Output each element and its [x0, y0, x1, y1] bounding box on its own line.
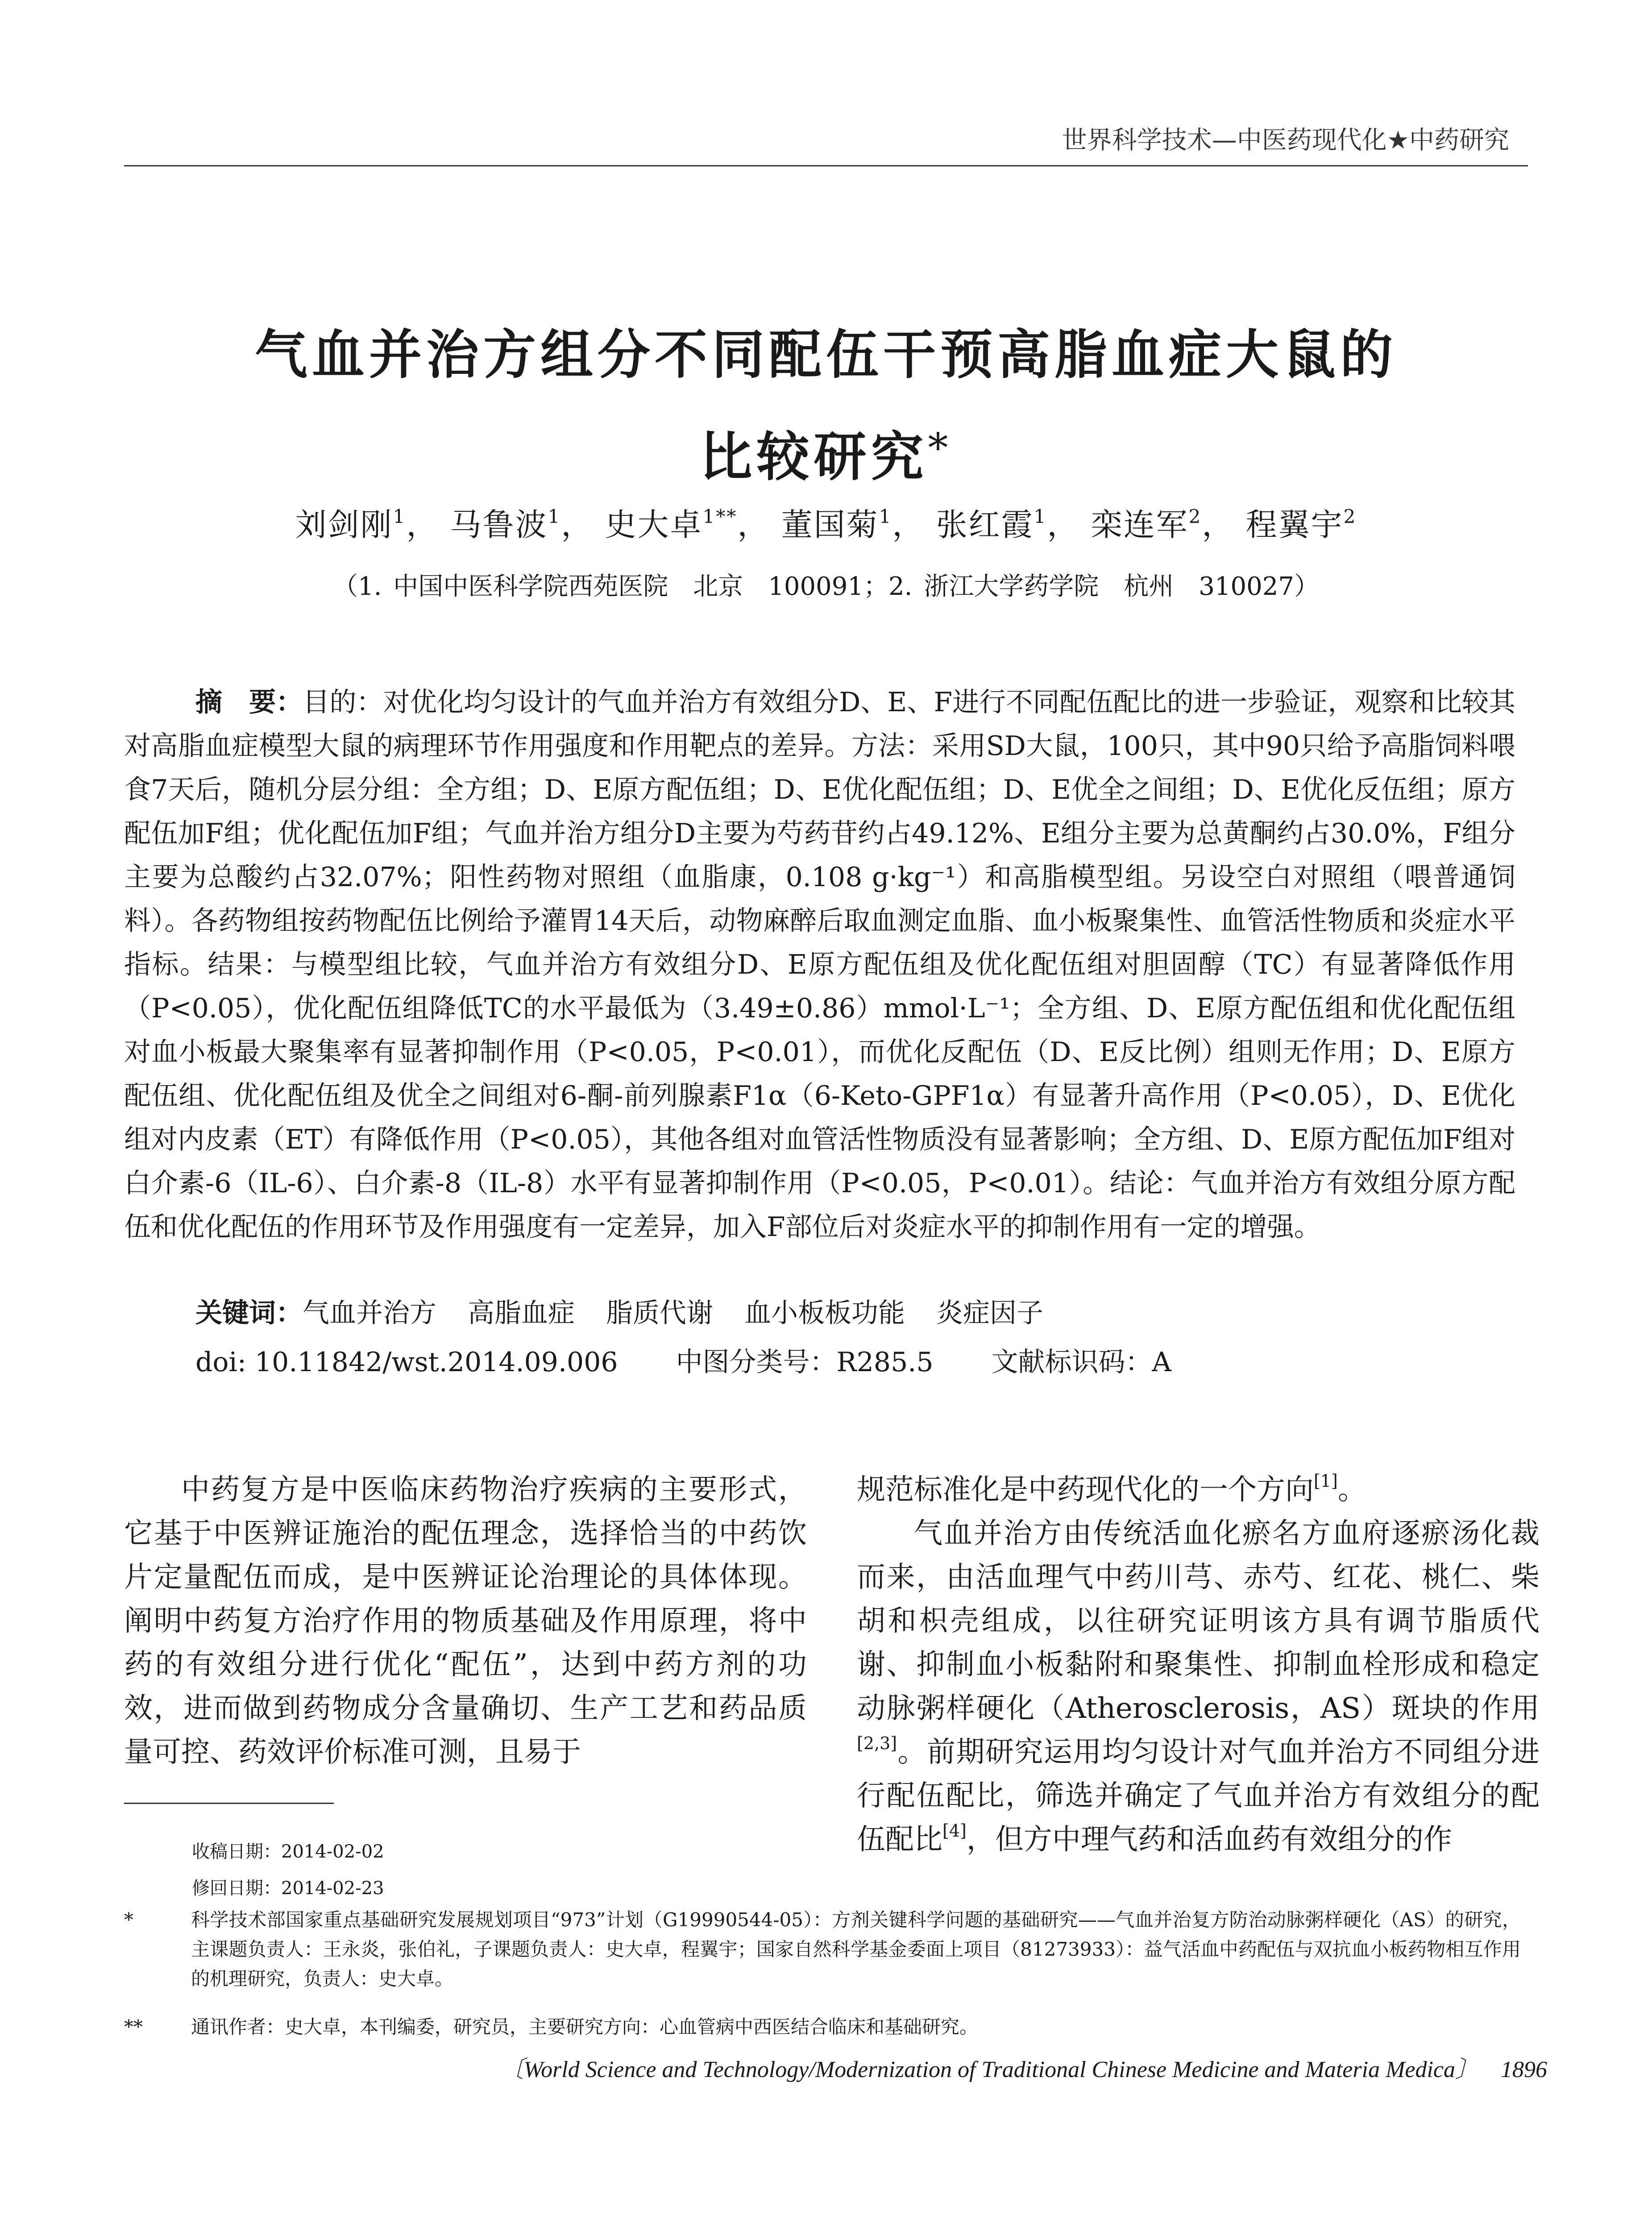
- corresponding-author-footnote: [124, 2012, 1521, 2042]
- body-paragraph: 中药复方是中医临床药物治疗疾病的主要形式，它基于中医辨证施治的配伍理念，选择恰当的中药饮片定量配伍而成，是中医辨证论治理论的具体体现。阐明中药复方治疗作用的物质基础及作用原理，将中药的有效组分进行优化“配伍”，达到中药方剂的功效，进而做到药物成分含量确切、生产工艺和药品质量可控、药效评价标准可测，且易于: [124, 1473, 807, 1769]
- footnote-rule: [124, 1803, 334, 1804]
- journal-name: 〔World Science and Technology/Modernization of Traditional Chinese Medicine and Materia Medica〕: [500, 2057, 1478, 2082]
- clc-number: 中图分类号：R285.5: [676, 1347, 934, 1378]
- abstract-label: 摘 要：: [195, 687, 303, 718]
- citation: [4]: [942, 1821, 967, 1841]
- author-affil-mark: 1: [879, 506, 892, 527]
- title-funding-mark: *: [928, 425, 953, 472]
- revised-date: 修回日期：2014-02-23: [192, 1878, 384, 1899]
- author-affil-mark: 1: [548, 506, 561, 527]
- document-code: 文献标识码：A: [991, 1347, 1171, 1378]
- body-text: 。: [1337, 1473, 1366, 1506]
- abstract-text: 目的：对优化均匀设计的气血并治方有效组分D、E、F进行不同配伍配比的进一步验证，观察和比较其对高脂血症模型大鼠的病理环节作用强度和作用靶点的差异。方法：采用SD大鼠，100只，其中90只给予高脂饲料喂食7天后，随机分层分组：全方组；D、E原方配伍组；D、E优化配伍组；D、E优全之间组；D、E优化反伍组；原方配伍加F组；优化配伍加F组；气血并治方组分D主要为芍药苷约占49.12%、E组分主要为总黄酮约占30.0%，F组分主要为总酸约占32.07%；阳性药物对照组（血脂康，0.108 g·kg⁻¹）和高脂模型组。另设空白对照组（喂普通饲料）。各药物组按药物配伍比例给予灌胃14天后，动物麻醉后取血测定血脂、血小板聚集性、血管活性物质和炎症水平指标。结果：与模型组比较，气血并治方有效组分D、E原方配伍组及优化配伍组对胆固醇（TC）有显著降低作用（P<0.05），优化配伍组降低TC的水平最低为（3.49±0.86）mmol·L⁻¹；全方组、D、E原方配伍组和优化配伍组对血小板最大聚集率有显著抑制作用（P<0.05，P<0.01），而优化反配伍（D、E反比例）组则无作用；D、E原方配伍组、优化配伍组及优全之间组对6-酮-前列腺素F1α（6-Keto-GPF1α）有显著升高作用（P<0.05），D、E优化组对内皮素（ET）有降低作用（P<0.05），其他各组对血管活性物质没有显著影响；全方组、D、E原方配伍加F组对白介素-6（IL-6）、白介素-8（IL-8）水平有显著抑制作用（P<0.05，P<0.01）。结论：气血并治方有效组分原方配伍和优化配伍的作用环节及作用强度有一定差异，加入F部位后对炎症水平的抑制作用有一定的增强。: [124, 687, 1515, 1243]
- author-name: 刘剑刚: [295, 506, 393, 543]
- footnote-text: 通讯作者：史大卓，本刊编委，研究员，主要研究方向：心血管病中西医结合临床和基础研究。: [191, 2016, 979, 2038]
- author-affil-mark: 2: [1343, 506, 1357, 527]
- author-name: 马鲁波: [450, 506, 548, 543]
- author-name: 程翼宇: [1245, 506, 1344, 543]
- footnote-mark: **: [124, 2016, 143, 2038]
- funding-footnote: [124, 1905, 1521, 1994]
- author-name: 张红霞: [936, 506, 1034, 543]
- affiliations: （1. 中国中医科学院西苑医院 北京 100091；2. 浙江大学药学院 杭州 310027）: [332, 572, 1319, 601]
- citation: [1]: [1314, 1471, 1338, 1491]
- keyword: 炎症因子: [936, 1298, 1043, 1329]
- body-column-right: [857, 1468, 1540, 1862]
- title-line-2: [89, 402, 1563, 504]
- doi: doi: 10.11842/wst.2014.09.006: [195, 1347, 618, 1378]
- body-paragraph: [857, 1512, 1540, 1862]
- page-footer: [501, 2050, 1547, 2084]
- body-column-left: [124, 1468, 807, 1774]
- author-name: 栾连军: [1091, 506, 1189, 543]
- keyword: 血小板板功能: [744, 1298, 905, 1329]
- running-head: 世界科学技术—中医药现代化★中药研究: [1062, 126, 1509, 155]
- body-text: 规范标准化是中药现代化的一个方向: [857, 1473, 1314, 1506]
- author-affil-mark: 2: [1188, 506, 1202, 527]
- footnote-text: 科学技术部国家重点基础研究发展规划项目“973”计划（G19990544-05）：方剂关键科学问题的基础研究——气血并治复方防治动脉粥样硬化（AS）的研究，主课题负责人：王永炎，张伯礼，子课题负责人：史大卓，程翼宇；国家自然科学基金委面上项目（81273933）：益气活血中药配伍与双抗血小板药物相互作用的机理研究，负责人：史大卓。: [191, 1909, 1521, 1990]
- keyword: 气血并治方: [303, 1298, 436, 1329]
- author-name: 董国菊: [781, 506, 879, 543]
- title-line-2-text: 比较研究: [699, 426, 928, 488]
- author-affil-mark: 1**: [702, 506, 738, 527]
- keyword: 高脂血症: [468, 1298, 575, 1329]
- footnote-mark: *: [124, 1909, 133, 1931]
- author-list: 刘剑刚$^1$， 马鲁波$^1$， 史大卓$^{1**}$， 董国菊$^1$， 张红霞$^1$， 栾连军$^2$， 程翼宇$^2$: [295, 506, 1357, 543]
- article-title: [89, 308, 1563, 504]
- keywords-label: 关键词：: [195, 1298, 303, 1329]
- keywords: [195, 1292, 1075, 1330]
- received-date: 收稿日期：2014-02-02: [192, 1841, 384, 1862]
- author-affil-mark: 1: [393, 506, 407, 527]
- keyword: 脂质代谢: [606, 1298, 713, 1329]
- page-number: 1896: [1501, 2057, 1547, 2082]
- title-line-1: 气血并治方组分不同配伍干预高脂血症大鼠的: [254, 323, 1397, 386]
- abstract: [124, 680, 1515, 1249]
- body-text: ，但方中理气药和活血药有效组分的作: [966, 1823, 1452, 1856]
- body-paragraph-continued: [857, 1468, 1540, 1512]
- doi-line: [195, 1341, 1229, 1379]
- author-name: 史大卓: [605, 506, 703, 543]
- citation: [2,3]: [857, 1733, 897, 1753]
- header-rule: [124, 165, 1528, 166]
- body-text: 。前期研究运用均匀设计对气血并治方不同组分进行配伍配比，筛选并确定了气血并治方有效组分的配伍配比: [857, 1736, 1540, 1856]
- body-text: 气血并治方由传统活血化瘀名方血府逐瘀汤化裁而来，由活血理气中药川芎、赤芍、红花、桃仁、柴胡和枳壳组成，以往研究证明该方具有调节脂质代谢、抑制血小板黏附和聚集性、抑制血栓形成和稳定动脉粥样硬化（Atherosclerosis，AS）斑块的作用: [857, 1517, 1540, 1725]
- author-affil-mark: 1: [1034, 506, 1047, 527]
